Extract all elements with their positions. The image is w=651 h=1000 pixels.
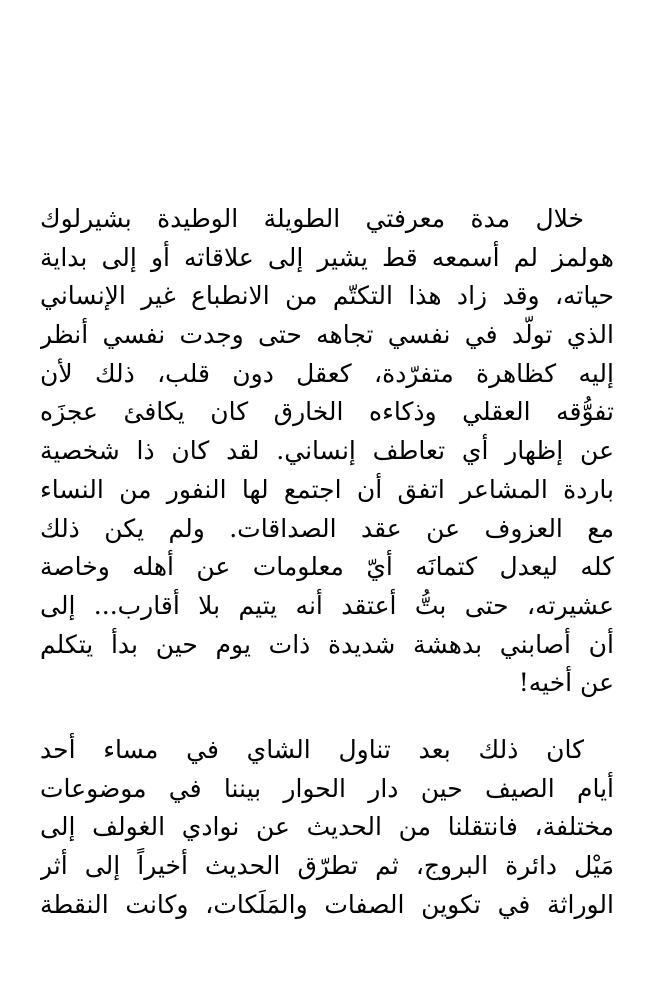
text-line: تفوُّقه العقلي وذكاءه الخارق كان يكافئ عجزَه bbox=[40, 397, 614, 427]
text-line: مختلفة، فانتقلنا من الحديث عن نوادي الغولف إلى bbox=[40, 812, 614, 842]
text-line: الذي تولّد في نفسي تجاهه حتى وجدت نفسي أنظر bbox=[40, 320, 614, 350]
text-line: عشيرته، حتى بتُّ أعتقد أنه يتيم بلا أقارب... إلى bbox=[40, 590, 614, 620]
book-page bbox=[40, 200, 614, 924]
text-line: الوراثة في تكوين الصفات والمَلَكات، وكانت النقطة bbox=[40, 889, 614, 919]
paragraph-2 bbox=[40, 731, 614, 924]
text-line: عن أخيه! bbox=[518, 668, 614, 698]
text-line: حياته، وقد زاد هذا التكتّم من الانطباع غير الإنساني bbox=[40, 281, 614, 311]
text-line: باردة المشاعر اتفق أن اجتمع لها النفور من النساء bbox=[40, 474, 614, 504]
text-line: هولمز لم أسمعه قط يشير إلى علاقاته أو إلى بداية bbox=[40, 242, 614, 272]
paragraph-spacer bbox=[40, 703, 614, 731]
text-line: أن أصابني بدهشة شديدة ذات يوم حين بدأ يتكلم bbox=[40, 629, 614, 659]
text-line: خلال مدة معرفتي الطويلة الوطيدة بشيرلوك bbox=[40, 204, 584, 233]
paragraph-1 bbox=[40, 200, 614, 703]
text-line: إليه كظاهرة متفرّدة، كعقل دون قلب، ذلك لأن bbox=[40, 358, 614, 388]
text-line: كان ذلك بعد تناول الشاي في مساء أحد bbox=[40, 734, 584, 764]
text-line: كله ليعدل كتمانَه أيّ معلومات عن أهله وخاصة bbox=[40, 552, 614, 582]
text-line: أيام الصيف حين دار الحوار بيننا في موضوعات bbox=[40, 773, 614, 803]
text-line: مَيْل دائرة البروج، ثم تطرّق الحديث أخيراً إلى أثر bbox=[40, 851, 614, 880]
text-line: عن إظهار أي تعاطف إنساني. لقد كان ذا شخصية bbox=[40, 436, 614, 466]
text-line: مع العزوف عن عقد الصداقات. ولم يكن ذلك bbox=[40, 513, 614, 543]
